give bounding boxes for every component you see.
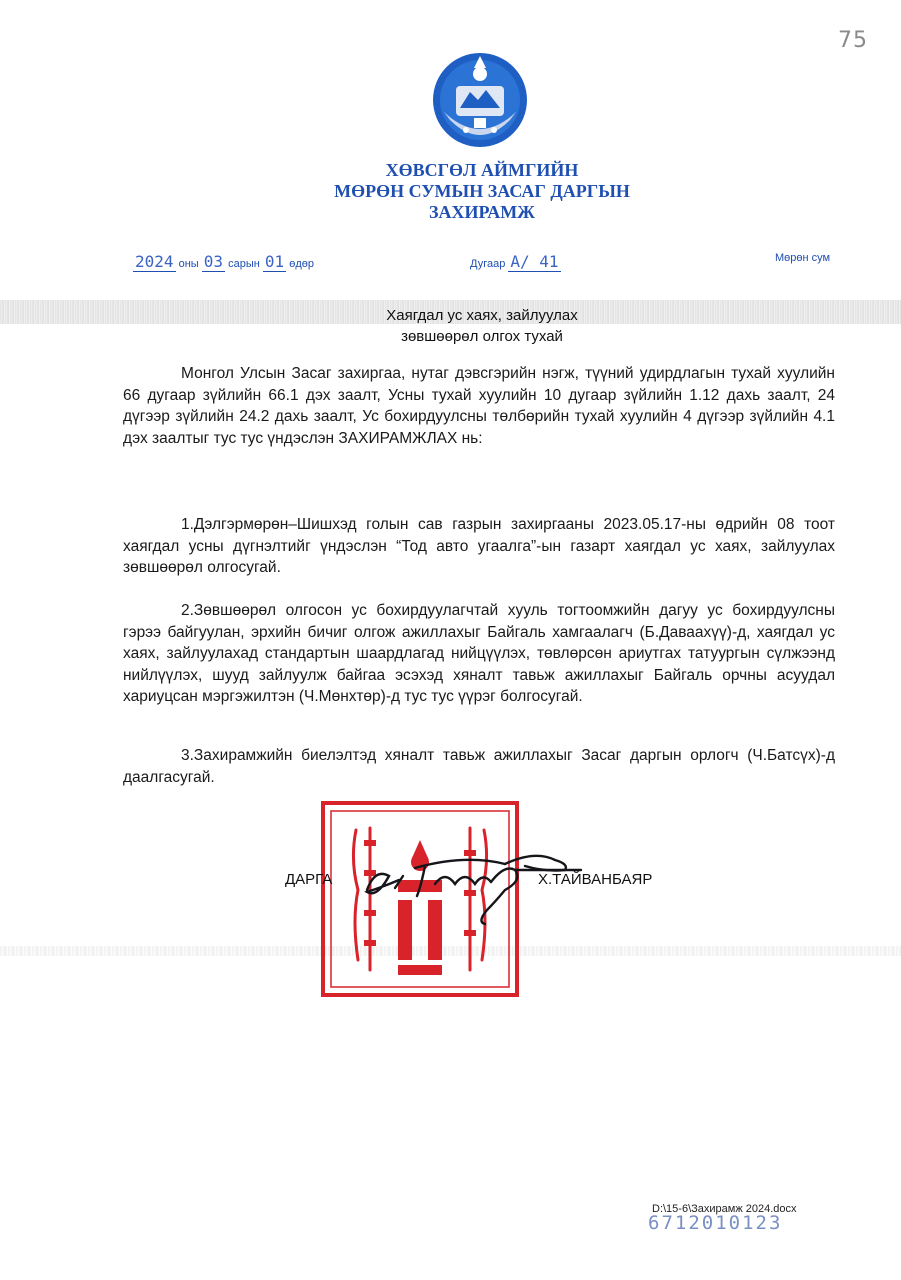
decree-number-label: Дугаар <box>470 258 506 270</box>
header-line-province: ХӨВСГӨЛ АЙМГИЙН <box>385 160 579 180</box>
subject-line-2: зөвшөөрөл олгох тухай <box>401 328 563 345</box>
intro-paragraph: Монгол Улсын Засаг захиргаа, нутаг дэвсгэрийн нэгж, түүний удирдлагын тухай хуулийн 66 дугаар зүйлийн 66.1 дэх заалт, Усны тухай хуулийн 10 дугаар зүйлийн 1.12 дахь заалт, 24 дүгээр зүйлийн 24.2 дахь заалт, Ус бохирдуулсны төлбөрийн тухай хуулийн 4 дүгээр зүйлийн 4.1 дэх заалтыг тус тус үндэслэн ЗАХИРАМЖЛАХ нь: <box>123 365 835 447</box>
state-emblem-icon <box>430 50 530 150</box>
document-header <box>300 160 664 223</box>
date-month-label: сарын <box>228 258 260 270</box>
decree-number: А/ 41 <box>510 252 559 271</box>
file-reference: D:\15-6\Захирамж 2024.docx <box>652 1203 797 1215</box>
subject-line-1: Хаягдал ус хаях, зайлуулах <box>386 307 578 324</box>
page-number: 75 <box>838 28 868 53</box>
document-subject <box>300 305 664 347</box>
decree-number-field <box>470 252 561 272</box>
header-line-governor: МӨРӨН СУМЫН ЗАСАГ ДАРГЫН <box>334 181 630 201</box>
signatory-title: ДАРГА <box>285 871 333 888</box>
order-item-1: 1.Дэлгэрмөрөн–Шишхэд голын сав газрын захиргааны 2023.05.17-ны өдрийн 08 тоот хаягдал усны дүгнэлтийг үндэслэн “Тод авто угаалга”-ын газарт хаягдал ус хаях, зайлуулах зөвшөөрөл олгосугай. <box>123 516 835 576</box>
date-year: 2024 <box>135 252 174 271</box>
date-month: 03 <box>203 252 224 271</box>
order-item-3: 3.Захирамжийн биелэлтэд хяналт тавьж ажиллахыг Засаг даргын орлогч (Ч.Батсүх)-д даалгасугай. <box>123 747 835 786</box>
date-day-label: өдөр <box>289 258 314 270</box>
serial-number: 6712010123 <box>648 1212 783 1234</box>
date-day: 01 <box>264 252 285 271</box>
date-year-label: оны <box>178 258 199 270</box>
date-field <box>133 252 314 272</box>
signatory-name: Х.ТАЙВАНБАЯР <box>538 871 653 888</box>
header-line-decree: ЗАХИРАМЖ <box>429 202 535 222</box>
place-label: Мөрөн сум <box>775 252 831 264</box>
order-item-2: 2.Зөвшөөрөл олгосон ус бохирдуулагчтай хууль тогтоомжийн дагуу ус бохирдуулсны гэрээ байгуулан, эрхийн бичиг олгож ажиллахыг Байгаль хамгаалагч (Б.Даваахүү)-д, хаягдал ус хаях, зайлуулахад стандартын шаардлагад нийцүүлэх, төвлөрсөн ариутгах татуургын сүлжээнд нийлүүлэх, шууд зайлуулж байгаа эсэхэд хяналт тавьж ажиллахыг Байгаль орчны асуудал хариуцсан мэргэжилтэн (Ч.Мөнхтөр)-д тус тус үүрэг болгосугай. <box>123 602 835 705</box>
